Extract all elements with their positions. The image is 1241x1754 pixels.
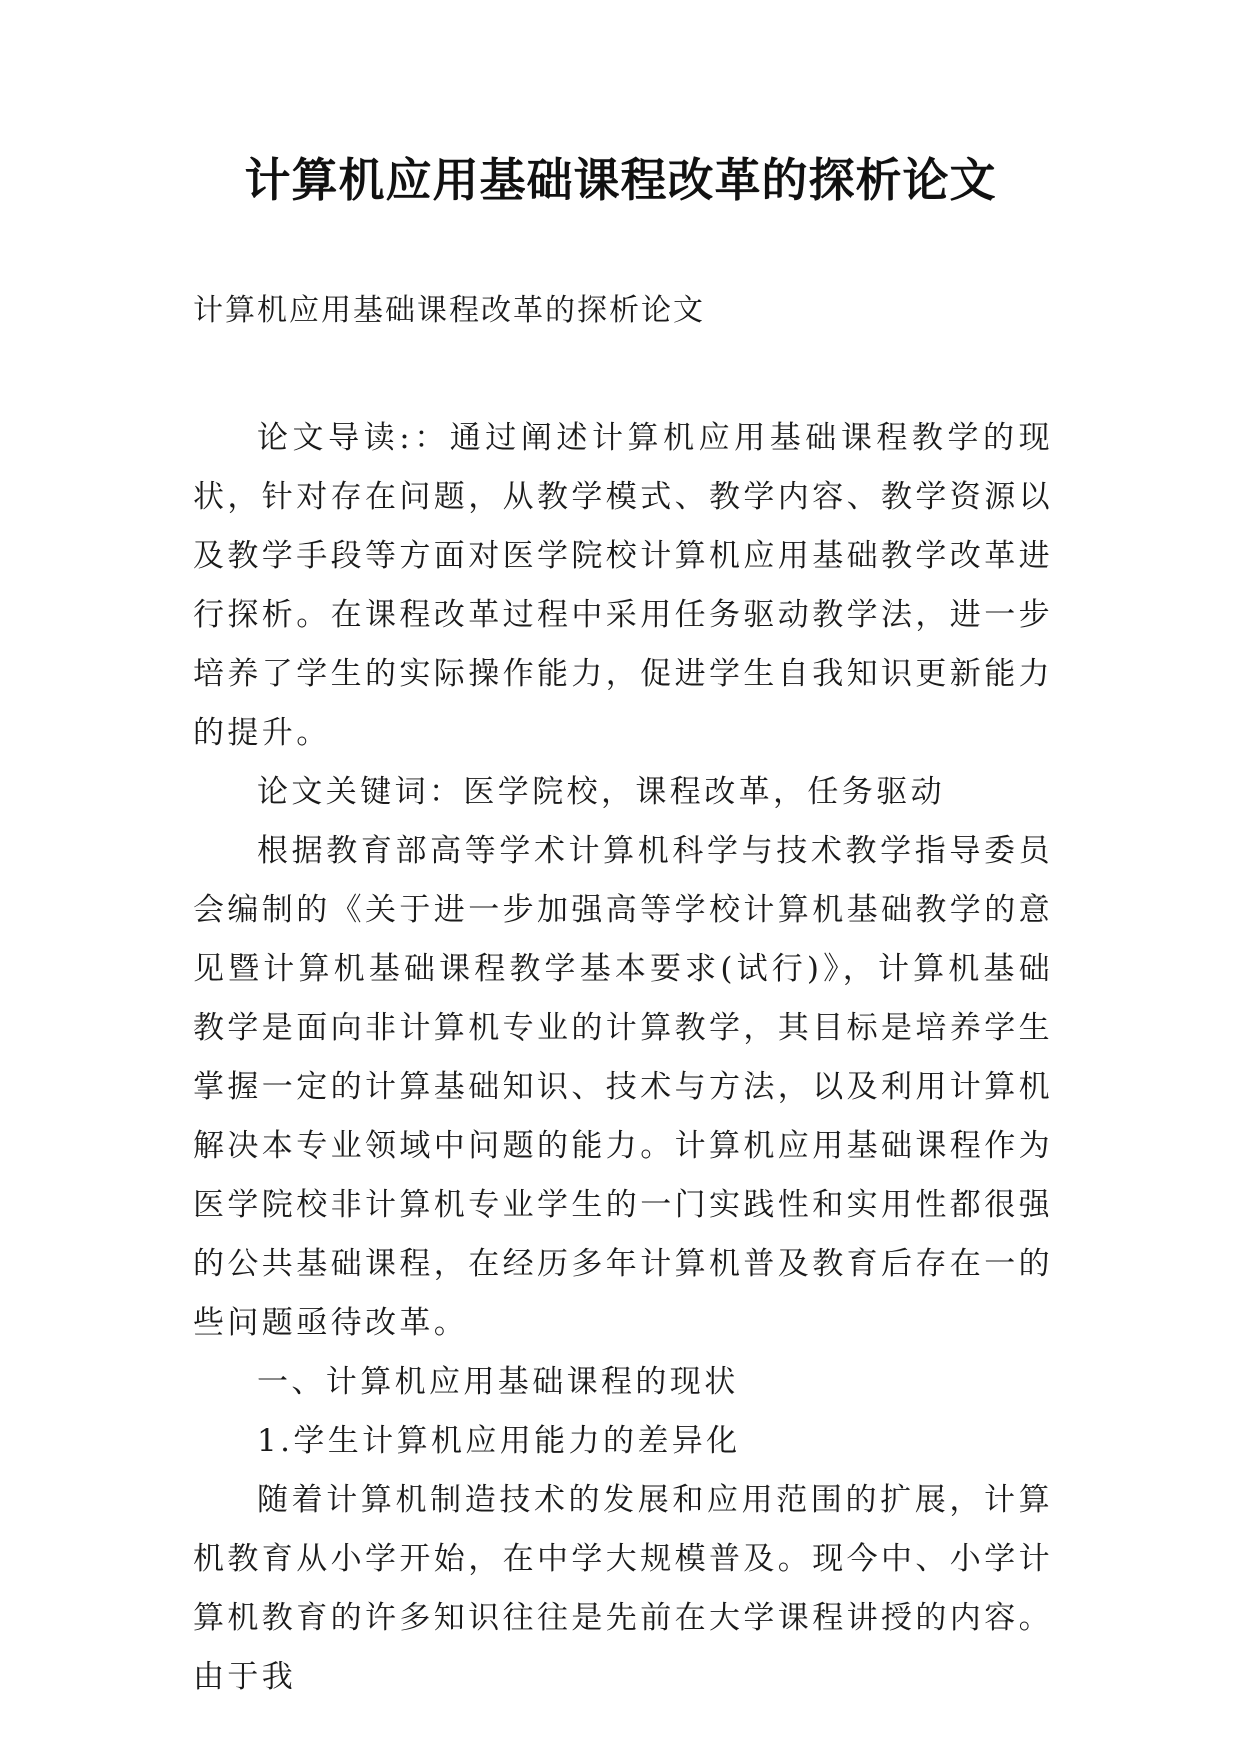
- paragraph-body: 随着计算机制造技术的发展和应用范围的扩展，计算机教育从小学开始，在中学大规模普及。现今中、小学计算机教育的许多知识往往是先前在大学课程讲授的内容。由于我: [193, 1482, 1053, 1695]
- paragraph-intro: 根据教育部高等学术计算机科学与技术教学指导委员会编制的《关于进一步加强高等学校计算机基础教学的意见暨计算机基础课程教学基本要求(试行)》，计算机基础教学是面向非计算机专业的计算教学，其目标是培养学生掌握一定的计算基础知识、技术与方法，以及利用计算机解决本专业领域中问题的能力。计算机应用基础课程作为医学院校非计算机专业学生的一门实践性和实用性都很强的公共基础课程，在经历多年计算机普及教育后存在一的些问题亟待改革。: [193, 833, 1053, 1341]
- subsection-heading: 1.学生计算机应用能力的差异化: [257, 1423, 741, 1459]
- document-title: 计算机应用基础课程改革的探析论文: [244, 153, 997, 207]
- document-subtitle: 计算机应用基础课程改革的探析论文: [193, 293, 705, 328]
- paragraph-abstract: 论文导读:：通过阐述计算机应用基础课程教学的现状，针对存在问题，从教学模式、教学内容、教学资源以及教学手段等方面对医学院校计算机应用基础教学改革进行探析。在课程改革过程中采用任务驱动教学法，进一步培养了学生的实际操作能力，促进学生自我知识更新能力的提升。: [193, 420, 1053, 751]
- section-heading: 一、计算机应用基础课程的现状: [257, 1364, 739, 1400]
- paragraph-keywords: 论文关键词：医学院校，课程改革，任务驱动: [257, 774, 945, 810]
- document-body: [193, 409, 1053, 1707]
